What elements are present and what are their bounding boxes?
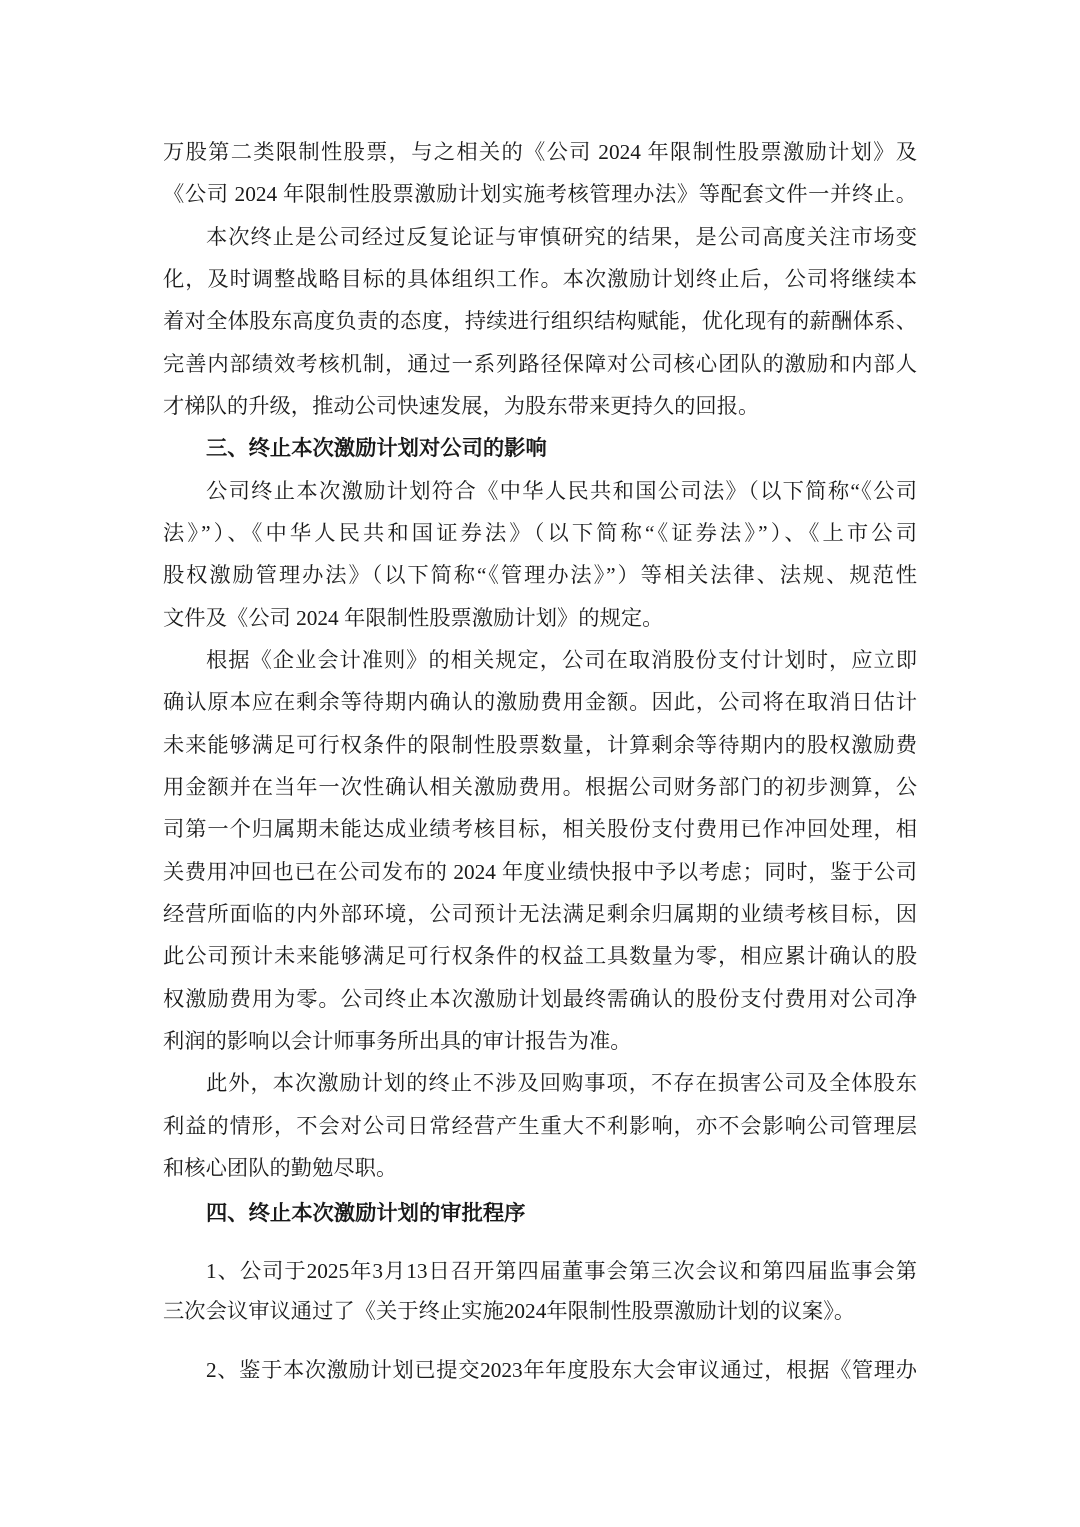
text-line: 法》”）、《中华人民共和国证券法》（以下简称“《证券法》”）、《上市公司	[163, 520, 917, 545]
text-line: 本次终止是公司经过反复论证与审慎研究的结果，是公司高度关注市场变	[206, 224, 917, 249]
text-line: 文件及《公司 2024 年限制性股票激励计划》的规定。	[163, 605, 664, 630]
numbered-item	[163, 1350, 917, 1390]
text-line: 2、鉴于本次激励计划已提交2023年年度股东大会审议通过，根据《管理办	[206, 1357, 917, 1382]
text-line: 确认原本应在剩余等待期内确认的激励费用金额。因此，公司将在取消日估计	[163, 690, 917, 715]
paragraph	[163, 1062, 917, 1189]
text-line: 司第一个归属期未能达成业绩考核目标，相关股份支付费用已作冲回处理，相	[163, 817, 917, 842]
text-line: 和核心团队的勤勉尽职。	[163, 1155, 398, 1180]
text-line: 1、公司于2025年3月13日召开第四届董事会第三次会议和第四届监事会第	[206, 1258, 917, 1283]
section-heading: 四、终止本次激励计划的审批程序	[206, 1200, 526, 1225]
text-line: 才梯队的升级，推动公司快速发展，为股东带来更持久的回报。	[163, 393, 760, 418]
text-line: 根据《企业会计准则》的相关规定，公司在取消股份支付计划时，应立即	[206, 647, 917, 672]
paragraph	[163, 216, 917, 428]
paragraph	[163, 639, 917, 1062]
document-body	[163, 131, 917, 1390]
text-line: 股权激励管理办法》（以下简称“《管理办法》”）等相关法律、法规、规范性	[163, 563, 917, 588]
text-line: 完善内部绩效考核机制，通过一系列路径保障对公司核心团队的激励和内部人	[163, 351, 917, 376]
paragraph-continued	[163, 131, 917, 216]
text-line: 万股第二类限制性股票，与之相关的《公司 2024 年限制性股票激励计划》及	[163, 140, 917, 164]
text-line: 未来能够满足可行权条件的限制性股票数量，计算剩余等待期内的股权激励费	[163, 732, 917, 757]
text-line: 公司终止本次激励计划符合《中华人民共和国公司法》（以下简称“《公司	[206, 478, 917, 503]
text-line: 权激励费用为零。公司终止本次激励计划最终需确认的股份支付费用对公司净	[163, 986, 917, 1011]
text-line: 《公司 2024 年限制性股票激励计划实施考核管理办法》等配套文件一并终止。	[163, 182, 917, 207]
text-line: 此公司预计未来能够满足可行权条件的权益工具数量为零，相应累计确认的股	[163, 944, 917, 969]
text-line: 三次会议审议通过了《关于终止实施2024年限制性股票激励计划的议案》。	[163, 1298, 856, 1323]
text-line: 化，及时调整战略目标的具体组织工作。本次激励计划终止后，公司将继续本	[163, 266, 917, 291]
numbered-item	[163, 1251, 917, 1331]
paragraph	[163, 470, 917, 639]
text-line: 利益的情形，不会对公司日常经营产生重大不利影响，亦不会影响公司管理层	[163, 1113, 917, 1138]
text-line: 关费用冲回也已在公司发布的 2024 年度业绩快报中予以考虑；同时，鉴于公司	[163, 859, 917, 884]
text-line: 此外，本次激励计划的终止不涉及回购事项，不存在损害公司及全体股东	[206, 1071, 917, 1096]
text-line: 用金额并在当年一次性确认相关激励费用。根据公司财务部门的初步测算，公	[163, 774, 917, 799]
section-heading: 三、终止本次激励计划对公司的影响	[206, 436, 547, 461]
text-line: 经营所面临的内外部环境，公司预计无法满足剩余归属期的业绩考核目标，因	[163, 901, 917, 926]
text-line: 利润的影响以会计师事务所出具的审计报告为准。	[163, 1028, 632, 1053]
text-line: 着对全体股东高度负责的态度，持续进行组织结构赋能，优化现有的薪酬体系、	[163, 309, 917, 334]
